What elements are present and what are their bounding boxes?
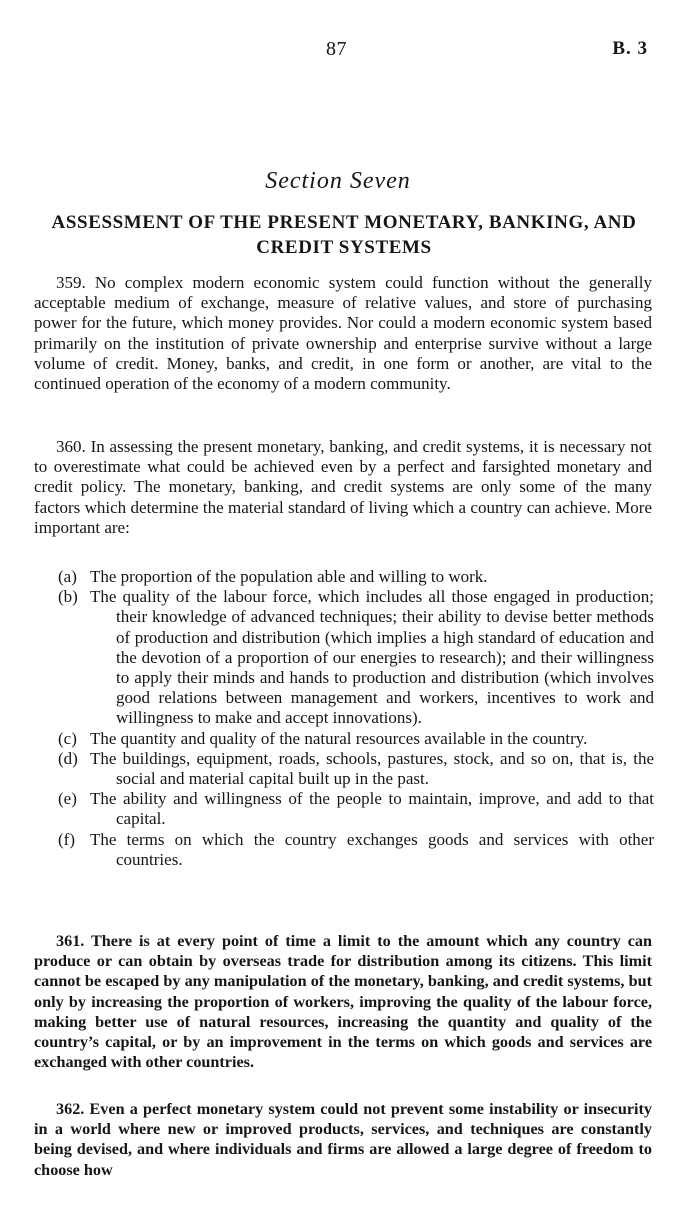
- list-marker: (b): [58, 587, 78, 607]
- list-item-text: The proportion of the population able and willing to work.: [90, 567, 488, 586]
- page-number: 87: [326, 38, 347, 60]
- paragraph-362: 362. Even a perfect monetary system could not prevent some instability or insecurity in a world where new or improved products, services, and techniques are constantly being devised, and where individuals and firms are allowed a large degree of freedom to choose how: [34, 1100, 652, 1179]
- list-item-a: [58, 567, 654, 587]
- list-marker: (c): [58, 728, 77, 748]
- list-marker: (f): [58, 829, 75, 849]
- paragraph-361: 361. There is at every point of time a limit to the amount which any country can produce or can obtain by overseas trade for distribution among its citizens. This limit cannot be escaped by any manipulation of the monetary, banking, and credit systems, but only by increasing the proportion of workers, improving the quality of the labour force, making better use of natural resources, increasing the quantity and quality of the country’s capital, or by an improvement in the terms on which goods and services are exchanged with other countries.: [34, 932, 652, 1072]
- series-code: B. 3: [612, 38, 648, 59]
- list-item-c: [58, 729, 654, 749]
- paragraph-359: 359. No complex modern economic system could function without the generally acceptable medium of exchange, measure of relative values, and store of purchasing power for the future, which money provides. Nor could a modern economic system based primarily on the institution of private ownership and enterprise survive without a large volume of credit. Money, banks, and credit, in one form or another, are vital to the continued operation of the economy of a modern community.: [34, 273, 652, 394]
- section-title: Section Seven: [265, 168, 411, 194]
- list-item-d: [58, 749, 654, 789]
- paragraph-360: 360. In assessing the present monetary, banking, and credit systems, it is necessary not to overestimate what could be achieved even by a perfect and farsighted monetary and credit policy. The monetary, banking, and credit systems are only some of the many factors which determine the material standard of living which a country can achieve. More important are:: [34, 437, 652, 537]
- list-item-f: [58, 830, 654, 870]
- list-item-text: The quantity and quality of the natural resources available in the country.: [90, 728, 588, 748]
- page-header: [0, 38, 700, 68]
- list-marker: (d): [58, 748, 78, 768]
- section-heading: ASSESSMENT OF THE PRESENT MONETARY, BANKING, AND CREDIT SYSTEMS: [51, 212, 637, 258]
- list-item-e: [58, 789, 654, 829]
- list-marker: (e): [58, 789, 77, 809]
- list-item-text: The buildings, equipment, roads, schools, pastures, stock, and so on, that is, the social and material capital built up in the past.: [90, 748, 654, 789]
- list-item-text: The quality of the labour force, which includes all those engaged in production; their knowledge of advanced techniques; their ability to devise better methods of production and distribution (which implies a high standard of education and the devotion of a proportion of our energies to research); and their willingness to apply their minds and hands to production and distribution (which involves good relations between management and workers, incentives to work and willingness to make and accept innovations).: [90, 587, 654, 728]
- factors-list: [58, 567, 654, 870]
- list-item-text: The terms on which the country exchanges goods and services with other countries.: [90, 829, 654, 869]
- list-marker: (a): [58, 567, 77, 586]
- list-item-b: [58, 587, 654, 728]
- list-item-text: The ability and willingness of the people to maintain, improve, and add to that capital.: [90, 789, 654, 829]
